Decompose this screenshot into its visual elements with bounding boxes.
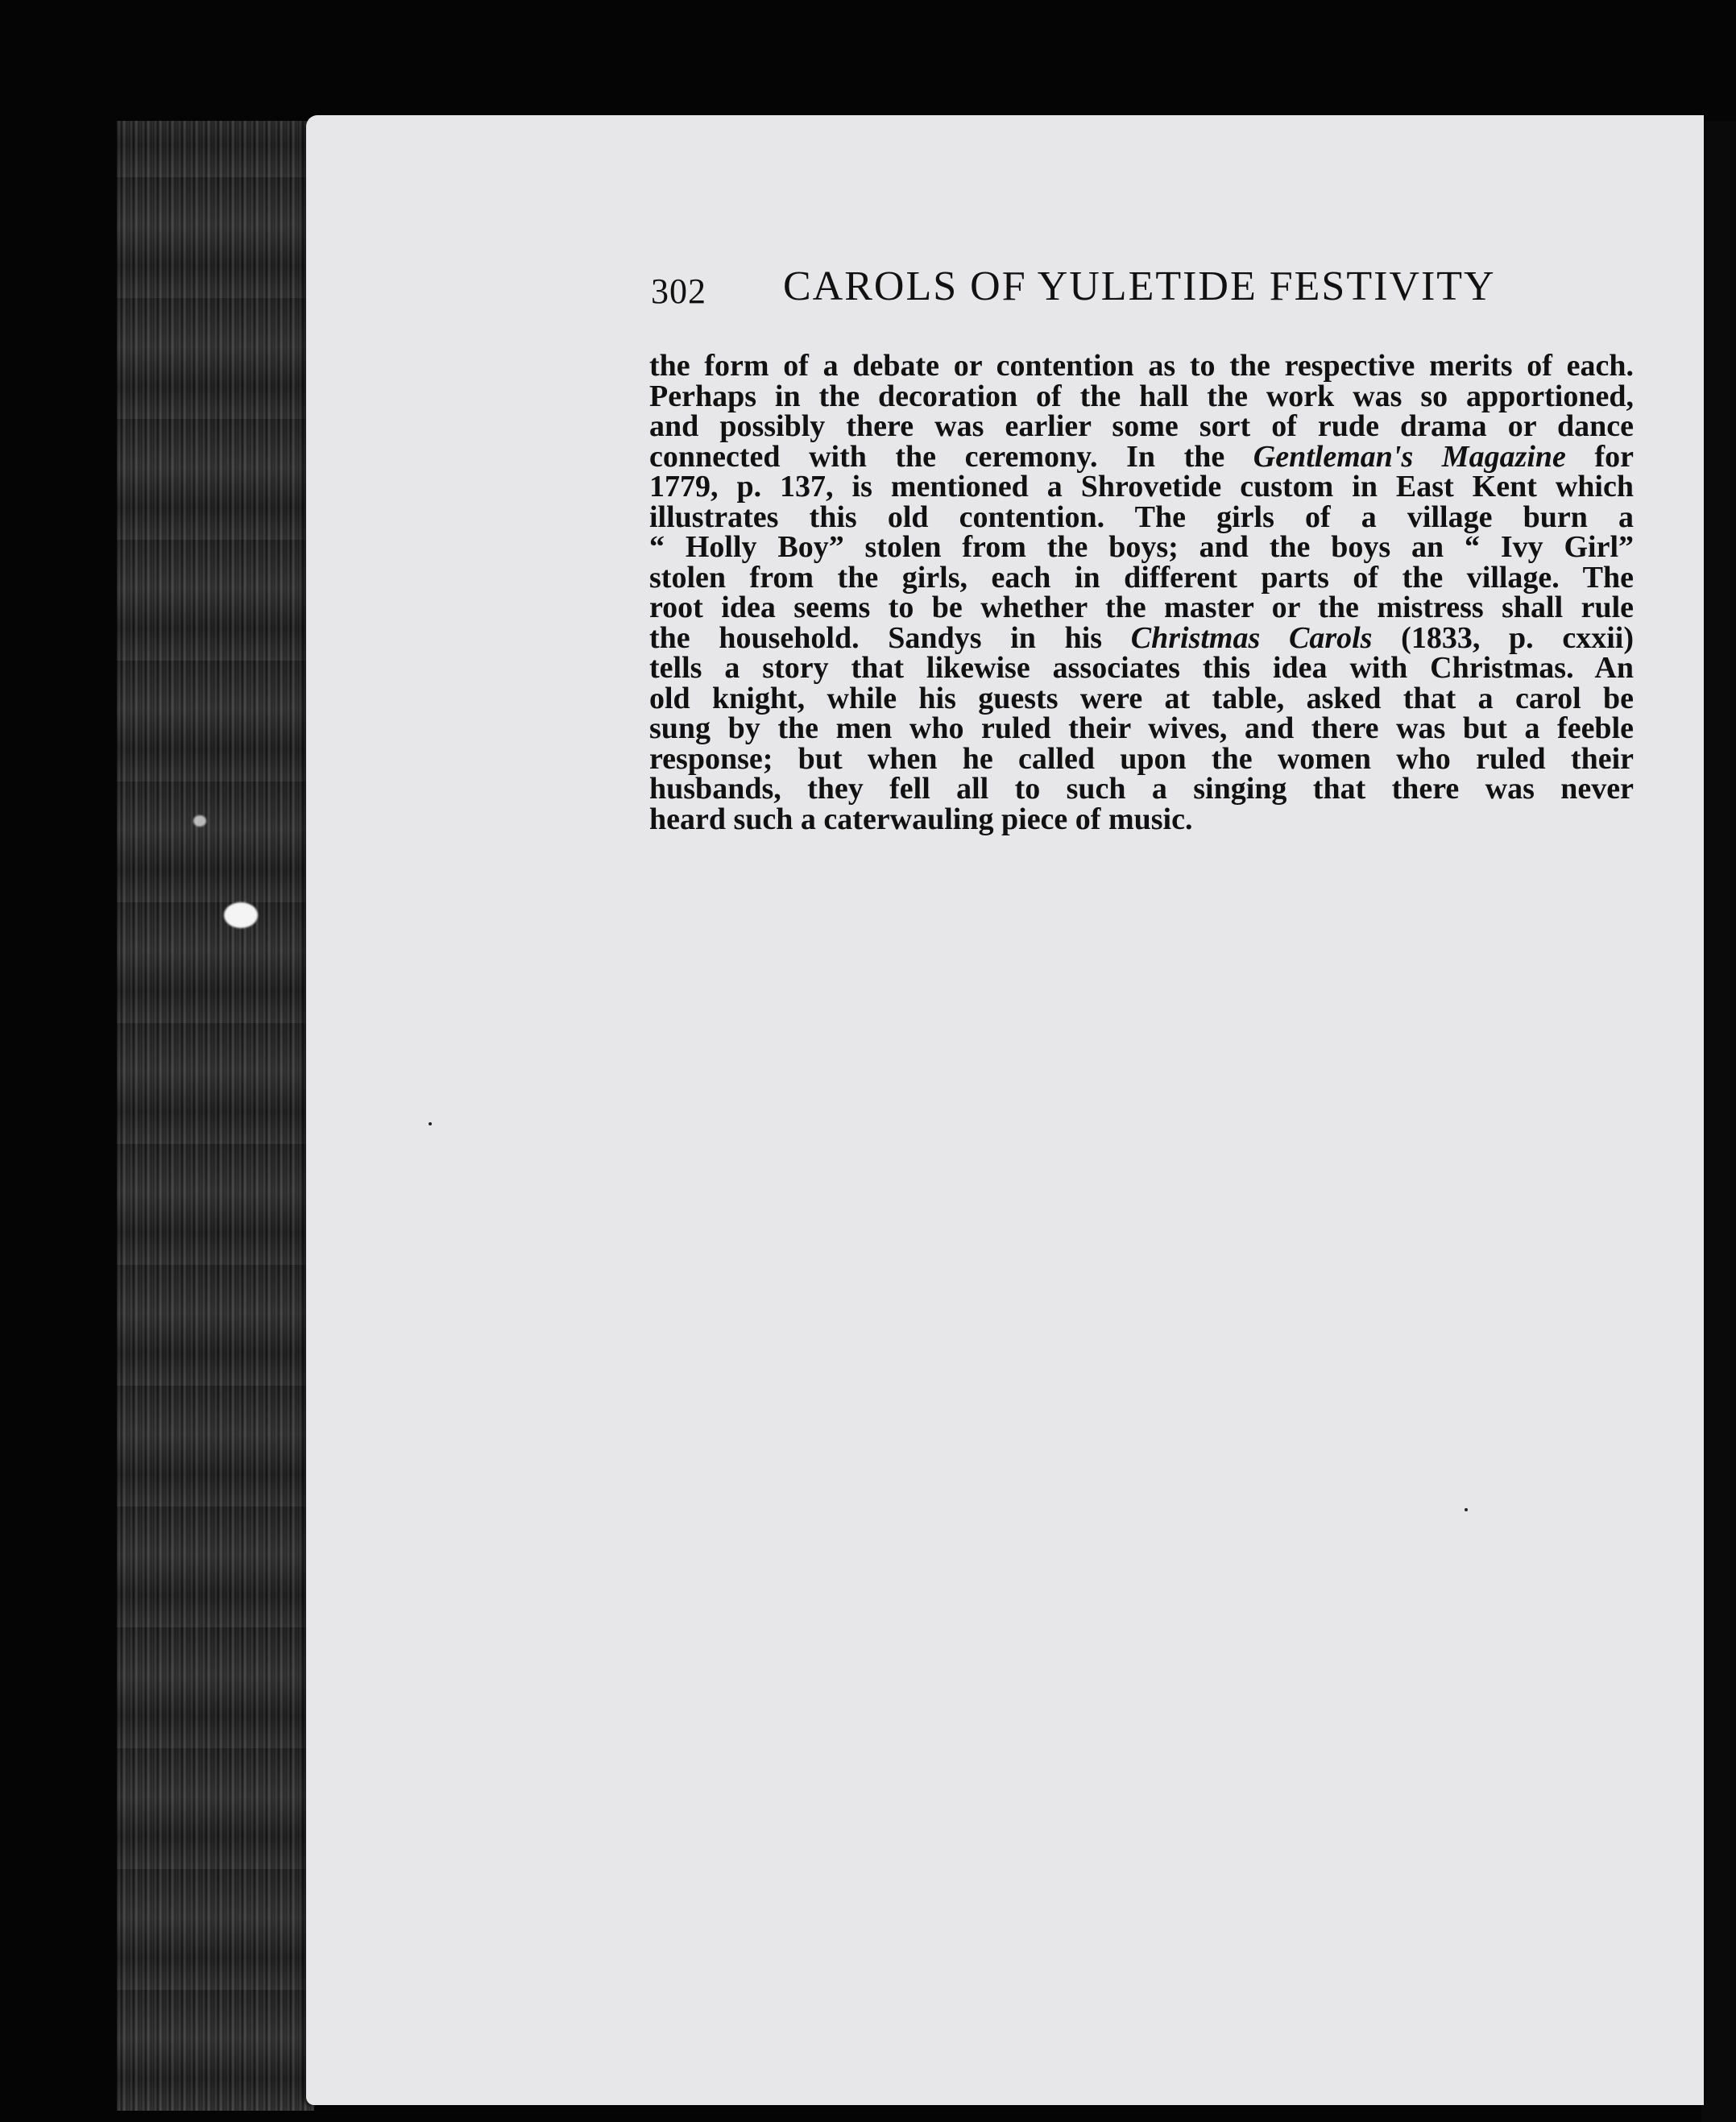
- text-line: sung by the men who ruled their wives, and there was but a feeble: [649, 711, 1634, 745]
- speck: [1465, 1508, 1468, 1511]
- paper-blemish: [193, 815, 206, 827]
- italic-title: Christmas Carols: [1130, 620, 1373, 655]
- italic-title: Gentleman's Magazine: [1253, 439, 1566, 474]
- text-line: “ Holly Boy” stolen from the boys; and the boys an “ Ivy Girl”: [649, 530, 1634, 564]
- text-line: stolen from the girls, each in different parts of the village. The: [649, 560, 1634, 595]
- running-head: [651, 263, 1634, 319]
- text-line: root idea seems to be whether the master or the mistress shall rule: [649, 591, 1634, 624]
- page-number: 302: [651, 271, 706, 311]
- text-line: Perhaps in the decoration of the hall the work was so apportioned,: [649, 379, 1634, 413]
- text-segment: for: [1565, 439, 1634, 474]
- text-line: 1779, p. 137, is mentioned a Shrovetide custom in East Kent which: [649, 470, 1634, 504]
- speck: [429, 1122, 432, 1125]
- text-segment: the household. Sandys in his: [649, 620, 1131, 655]
- text-line: and possibly there was earlier some sort of rude drama or dance: [649, 409, 1634, 443]
- text-line: [649, 439, 1634, 474]
- text-line: heard such a caterwauling piece of music.: [649, 802, 1193, 836]
- text-line: old knight, while his guests were at table, asked that a carol be: [649, 681, 1634, 715]
- right-dark-border: [1701, 121, 1736, 2122]
- running-title: CAROLS OF YULETIDE FESTIVITY: [783, 263, 1496, 309]
- text-line: tells a story that likewise associates this idea with Christmas. An: [649, 651, 1634, 685]
- text-line: illustrates this old contention. The girls of a village burn a: [649, 499, 1634, 534]
- book-fore-edge: [117, 121, 314, 2111]
- text-segment: (1833, p. cxxii): [1372, 620, 1634, 655]
- text-line: [649, 620, 1634, 655]
- text-line: the form of a debate or contention as to the respective merits of each.: [649, 349, 1634, 383]
- paper-blemish: [224, 902, 258, 928]
- body-paragraph: [649, 351, 1634, 835]
- text-line: response; but when he called upon the women who ruled their: [649, 741, 1634, 776]
- text-line: husbands, they fell all to such a singing that there was never: [649, 772, 1634, 806]
- text-segment: connected with the ceremony. In the: [649, 439, 1253, 474]
